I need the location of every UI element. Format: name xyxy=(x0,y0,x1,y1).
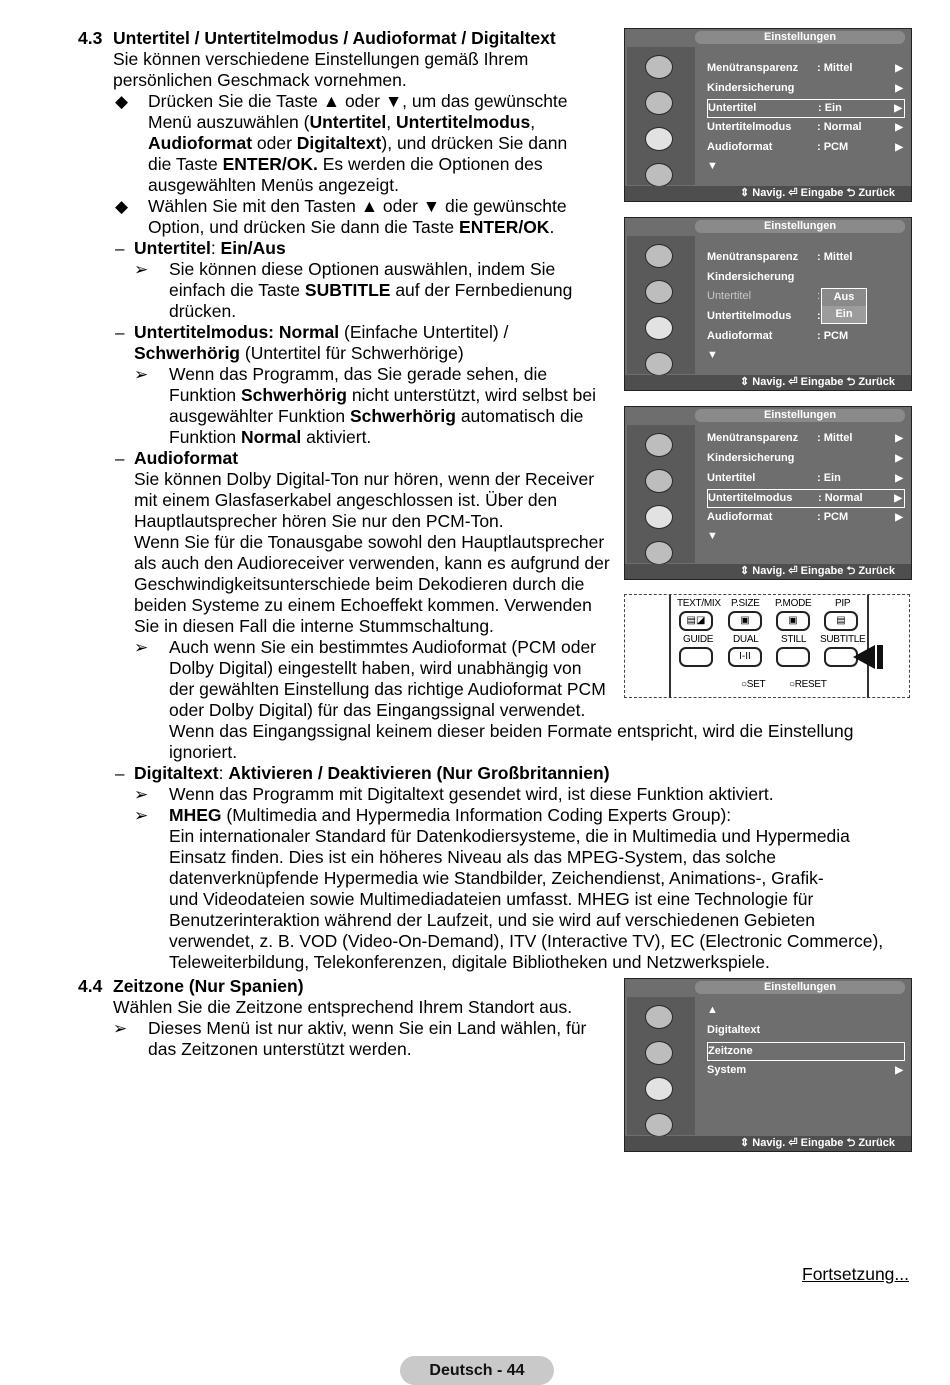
input-icon xyxy=(645,163,673,187)
note-line: Benutzerinteraktion während der Laufzeit, und sie wird auf verschiedenen Gebieten xyxy=(169,910,815,930)
paragraph-line: beiden Systeme zu einem Echoeffekt kommen. Verwenden xyxy=(134,595,592,615)
note-arrow-icon: ➢ xyxy=(134,785,149,804)
osd-row[interactable]: Menütransparenz : Mittel ▶ xyxy=(707,62,903,74)
osd-menu-untertitel xyxy=(624,28,912,202)
osd-row-selected[interactable]: Zeitzone xyxy=(707,1042,905,1061)
still-button[interactable] xyxy=(776,647,810,667)
note-line: Wenn das Programm mit Digitaltext gesendet wird, ist diese Funktion aktiviert. xyxy=(169,784,774,804)
reset-label: ○RESET xyxy=(789,679,827,690)
note-line: Auch wenn Sie ein bestimmtes Audioformat (PCM oder xyxy=(169,637,596,657)
note-arrow-icon: ➢ xyxy=(134,806,149,825)
dual-button[interactable]: I-II xyxy=(728,647,762,667)
section-number: 4.3 xyxy=(78,28,103,48)
dash-marker: – xyxy=(115,323,125,342)
remote-label: SUBTITLE xyxy=(820,634,866,645)
note-line: Wenn das Eingangssignal keinem dieser beiden Formate entspricht, wird die Einstellung xyxy=(169,721,854,741)
psize-button[interactable]: ▣ xyxy=(728,611,762,631)
note-line: Sie können diese Optionen auswählen, indem Sie xyxy=(169,259,556,279)
note-line: Einsatz finden. Dies ist ein höheres Niveau als das MPEG-System, das solche xyxy=(169,847,776,867)
osd-footer: ⇕ Navig. ⏎ Eingabe ⮌ Zurück xyxy=(625,1136,911,1151)
continue-link[interactable]: Fortsetzung... xyxy=(802,1264,909,1284)
input-icon xyxy=(645,541,673,565)
paragraph-line: Menü auszuwählen (Untertitel, Untertitelmodus, xyxy=(148,112,536,132)
osd-sidebar xyxy=(627,47,695,185)
setup-gear-icon xyxy=(645,127,673,151)
note-line: Dieses Menü ist nur aktiv, wenn Sie ein Land wählen, für xyxy=(148,1018,587,1038)
note-line: Teleweiterbildung, Telekonferenzen, digitale Bibliotheken und Netzwerkspiele. xyxy=(169,952,770,972)
osd-row[interactable]: System ▶ xyxy=(707,1064,903,1076)
paragraph-line: ausgewählten Menüs angezeigt. xyxy=(148,175,400,195)
paragraph-line: mit einem Glasfaserkabel angeschlossen ist. Über den xyxy=(134,490,558,510)
note-arrow-icon: ➢ xyxy=(134,260,149,279)
picture-icon xyxy=(645,55,673,79)
osd-row[interactable]: Audioformat : PCM xyxy=(707,330,849,342)
scroll-down-icon[interactable]: ▼ xyxy=(707,530,718,542)
pointer-arrow-icon xyxy=(853,642,885,672)
bullet-diamond: ◆ xyxy=(115,197,129,216)
picture-icon xyxy=(645,244,673,268)
paragraph-line: Option, und drücken Sie dann die Taste ENTER/OK. xyxy=(148,217,555,237)
pmode-button[interactable]: ▣ xyxy=(776,611,810,631)
osd-footer: ⇕ Navig. ⏎ Eingabe ⮌ Zurück xyxy=(625,186,911,201)
guide-button[interactable] xyxy=(679,647,713,667)
bullet-diamond: ◆ xyxy=(115,92,129,111)
note-line: Ein internationaler Standard für Datenkodiersysteme, die in Multimedia und Hypermedia xyxy=(169,826,850,846)
note-arrow-icon: ➢ xyxy=(113,1019,128,1038)
input-icon xyxy=(645,1113,673,1137)
sound-icon xyxy=(645,91,673,115)
set-label: ○SET xyxy=(741,679,766,690)
osd-row[interactable]: Audioformat : PCM ▶ xyxy=(707,511,903,523)
osd-title: Einstellungen xyxy=(695,409,905,422)
note-line: Dolby Digital) eingestellt haben, wird unabhängig von xyxy=(169,658,582,678)
scroll-up-icon[interactable]: ▲ xyxy=(707,1004,718,1016)
picture-icon xyxy=(645,433,673,457)
osd-title: Einstellungen xyxy=(695,220,905,233)
paragraph-line: Schwerhörig (Untertitel für Schwerhörige) xyxy=(134,343,464,363)
remote-label: P.SIZE xyxy=(731,598,760,609)
osd-row[interactable]: Kindersicherung xyxy=(707,271,795,283)
osd-row[interactable]: Kindersicherung ▶ xyxy=(707,82,903,94)
note-line: einfach die Taste SUBTITLE auf der Fernbedienung xyxy=(169,280,573,300)
remote-label: P.MODE xyxy=(775,598,812,609)
note-line: Funktion Schwerhörig nicht unterstützt, wird selbst bei xyxy=(169,385,596,405)
note-line: ignoriert. xyxy=(169,742,238,762)
note-line: der gewählten Einstellung das richtige Audioformat PCM xyxy=(169,679,606,699)
scroll-down-icon[interactable]: ▼ xyxy=(707,160,718,172)
note-line: oder Dolby Digital) für das Eingangssignal verwendet. xyxy=(169,700,586,720)
paragraph-line: Sie können Dolby Digital-Ton nur hören, wenn der Receiver xyxy=(134,469,595,489)
paragraph-line: persönlichen Geschmack vornehmen. xyxy=(113,70,407,90)
note-line: Wenn das Programm, das Sie gerade sehen, die xyxy=(169,364,548,384)
remote-label: STILL xyxy=(781,634,807,645)
remote-label: TEXT/MIX xyxy=(677,598,721,609)
paragraph-line: Wenn Sie für die Tonausgabe sowohl den Hauptlautsprecher xyxy=(134,532,605,552)
note-arrow-icon: ➢ xyxy=(134,638,149,657)
paragraph-line: Wählen Sie mit den Tasten ▲ oder ▼ die gewünschte xyxy=(148,196,567,216)
paragraph-line: Audioformat oder Digitaltext), und drücken Sie dann xyxy=(148,133,568,153)
subheading-untertitelmodus: Untertitelmodus: Normal (Einfache Untertitel) / xyxy=(134,322,509,342)
input-icon xyxy=(645,352,673,376)
osd-title: Einstellungen xyxy=(695,31,905,44)
osd-footer: ⇕ Navig. ⏎ Eingabe ⮌ Zurück xyxy=(625,564,911,579)
paragraph-line: Sie in diesen Fall die interne Stummschaltung. xyxy=(134,616,494,636)
paragraph-line: Geschwindigkeitsunterschiede beim Dekodieren durch die xyxy=(134,574,585,594)
osd-row[interactable]: Audioformat : PCM ▶ xyxy=(707,141,903,153)
picture-icon xyxy=(645,1005,673,1029)
section-title: Zeitzone (Nur Spanien) xyxy=(113,976,304,996)
note-line: drücken. xyxy=(169,301,237,321)
setup-gear-icon xyxy=(645,1077,673,1101)
option-popup xyxy=(821,288,867,324)
osd-row[interactable]: Untertitelmodus : xyxy=(707,310,821,322)
paragraph-line: Hauptlautsprecher hören Sie nur den PCM-Ton. xyxy=(134,511,504,531)
osd-menu-untertitel-popup xyxy=(624,217,912,391)
dash-marker: – xyxy=(115,764,125,783)
note-line: ausgewählter Funktion Schwerhörig automatisch die xyxy=(169,406,584,426)
osd-row[interactable]: Untertitel : xyxy=(707,290,821,302)
note-line: und Videodateien sowie Multimediadateien umfasst. MHEG ist eine Technologie für xyxy=(169,889,814,909)
osd-sidebar xyxy=(627,997,695,1135)
osd-sidebar xyxy=(627,425,695,563)
osd-menu-untertitelmodus xyxy=(624,406,912,580)
remote-label: PIP xyxy=(835,598,851,609)
paragraph-line: als auch den Audioreceiver verwenden, kann es aufgrund der xyxy=(134,553,610,573)
osd-row-selected[interactable]: Untertitelmodus : Normal ▶ xyxy=(707,489,905,508)
sound-icon xyxy=(645,1041,673,1065)
remote-control-illustration xyxy=(624,594,910,698)
note-line: verwendet, z. B. VOD (Video-On-Demand), ITV (Interactive TV), EC (Electronic Commerce), xyxy=(169,931,884,951)
setup-gear-icon xyxy=(645,316,673,340)
osd-row[interactable]: Menütransparenz : Mittel ▶ xyxy=(707,432,903,444)
sound-icon xyxy=(645,469,673,493)
note-arrow-icon: ➢ xyxy=(134,365,149,384)
dash-marker: – xyxy=(115,239,125,258)
pip-button[interactable]: ▤ xyxy=(824,611,858,631)
section-number: 4.4 xyxy=(78,976,103,996)
remote-label: GUIDE xyxy=(683,634,714,645)
remote-body xyxy=(669,595,869,698)
osd-menu-zeitzone xyxy=(624,978,912,1152)
osd-footer: ⇕ Navig. ⏎ Eingabe ⮌ Zurück xyxy=(625,375,911,390)
osd-title: Einstellungen xyxy=(695,981,905,994)
subheading-untertitel: Untertitel: Ein/Aus xyxy=(134,238,286,258)
osd-row[interactable]: Menütransparenz : Mittel xyxy=(707,251,853,263)
subheading-digitaltext: Digitaltext: Aktivieren / Deaktivieren (Nur Großbritannien) xyxy=(134,763,610,783)
note-line: Funktion Normal aktiviert. xyxy=(169,427,372,447)
setup-gear-icon xyxy=(645,505,673,529)
dash-marker: – xyxy=(115,449,125,468)
note-line: MHEG (Multimedia and Hypermedia Information Coding Experts Group): xyxy=(169,805,732,825)
option-ein[interactable]: Ein xyxy=(822,306,866,323)
remote-label: DUAL xyxy=(733,634,759,645)
note-line: das Zeitzonen unterstützt werden. xyxy=(148,1039,412,1059)
note-line: datenverknüpfende Hypermedia wie Standbilder, Zeichendienst, Animations-, Grafik- xyxy=(169,868,824,888)
paragraph-line: Drücken Sie die Taste ▲ oder ▼, um das gewünschte xyxy=(148,91,568,111)
scroll-down-icon[interactable]: ▼ xyxy=(707,349,718,361)
osd-sidebar xyxy=(627,236,695,374)
paragraph-line: Wählen Sie die Zeitzone entsprechend Ihrem Standort aus. xyxy=(113,997,573,1017)
page-number-badge: Deutsch - 44 xyxy=(400,1356,554,1385)
osd-row[interactable]: Kindersicherung ▶ xyxy=(707,452,903,464)
sound-icon xyxy=(645,280,673,304)
osd-row[interactable]: Untertitel : Ein ▶ xyxy=(707,472,903,484)
osd-row-selected[interactable]: Untertitel : Ein ▶ xyxy=(707,99,905,118)
option-aus[interactable]: Aus xyxy=(833,291,855,303)
paragraph-line: Sie können verschiedene Einstellungen gemäß Ihrem xyxy=(113,49,529,69)
text-mix-button[interactable]: ▤◪ xyxy=(679,611,713,631)
osd-row[interactable]: Digitaltext xyxy=(707,1024,761,1036)
section-title: Untertitel / Untertitelmodus / Audioformat / Digitaltext xyxy=(113,28,556,48)
paragraph-line: die Taste ENTER/OK. Es werden die Optionen des xyxy=(148,154,543,174)
osd-row[interactable]: Untertitelmodus : Normal ▶ xyxy=(707,121,903,133)
subheading-audioformat: Audioformat xyxy=(134,448,239,468)
